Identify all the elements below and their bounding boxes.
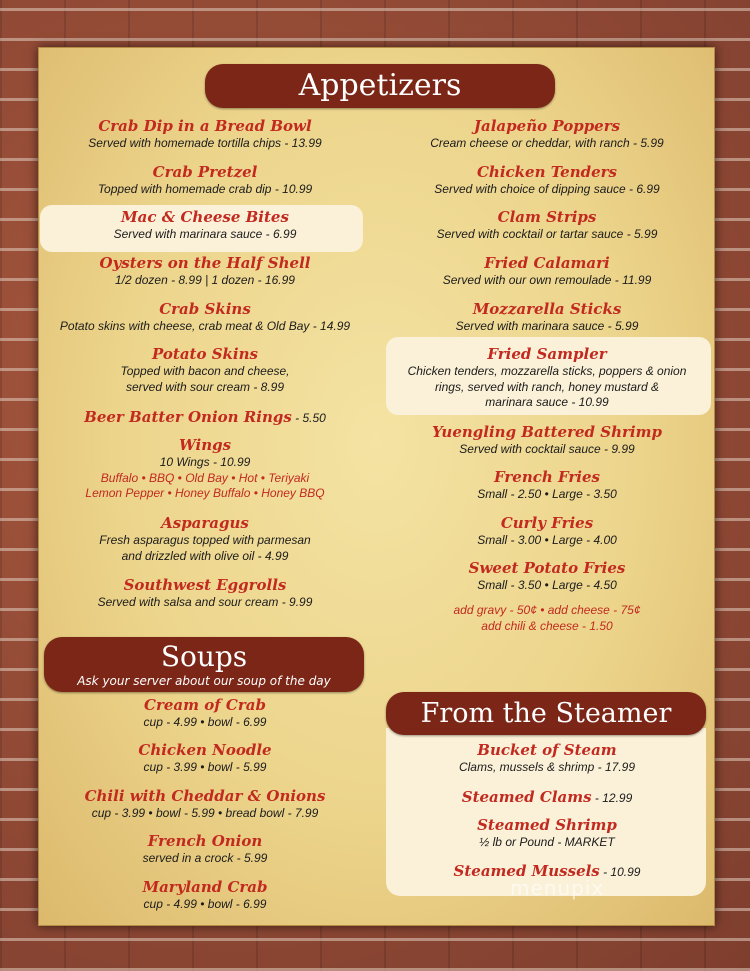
menu-item xyxy=(388,787,706,807)
soups-subtitle: Ask your server about our soup of the day xyxy=(77,674,331,688)
menu-item xyxy=(44,300,366,335)
item-desc: 10 Wings - 10.99 xyxy=(159,455,251,469)
soups-banner xyxy=(44,637,364,692)
item-name: Yuengling Battered Shrimp xyxy=(432,423,662,441)
item-name: Cream of Crab xyxy=(144,696,266,714)
item-desc: served with sour cream - 8.99 xyxy=(125,379,285,394)
item-desc: Served with homemade tortilla chips - 13.99 xyxy=(88,136,322,150)
menu-item xyxy=(388,514,706,549)
menu-item xyxy=(44,345,366,395)
item-desc: cup - 3.99 • bowl - 5.99 • bread bowl - 7.99 xyxy=(91,806,319,820)
menu-item xyxy=(44,514,366,564)
item-name: Jalapeño Poppers xyxy=(473,117,621,135)
item-desc: served in a crock - 5.99 xyxy=(142,851,268,865)
item-name: French Fries xyxy=(494,468,600,486)
item-desc: Chicken tenders, mozzarella sticks, poppers & onion xyxy=(407,364,687,378)
menu-item xyxy=(44,741,366,776)
item-name: Maryland Crab xyxy=(142,878,268,896)
item-name: Steamed Shrimp xyxy=(477,816,617,834)
item-name: Chili with Cheddar & Onions xyxy=(84,787,326,805)
menu-item xyxy=(44,407,366,427)
menu-item xyxy=(44,208,366,243)
item-name: French Onion xyxy=(147,832,263,850)
item-name: Curly Fries xyxy=(500,514,594,532)
menu-item xyxy=(44,696,366,731)
item-desc: cup - 3.99 • bowl - 5.99 xyxy=(143,760,267,774)
item-name: Wings xyxy=(178,436,232,454)
item-desc: Cream cheese or cheddar, with ranch - 5.99 xyxy=(430,136,664,150)
menu-item xyxy=(44,832,366,867)
item-name: Fried Sampler xyxy=(487,345,607,363)
item-desc: cup - 4.99 • bowl - 6.99 xyxy=(143,897,267,911)
menu-item xyxy=(44,163,366,198)
item-desc: Small - 3.00 • Large - 4.00 xyxy=(477,533,617,547)
menu-item xyxy=(44,878,366,913)
item-name: Chicken Noodle xyxy=(138,741,272,759)
steamer-title: From the Steamer xyxy=(420,698,672,729)
wing-flavors: Lemon Pepper • Honey Buffalo • Honey BBQ xyxy=(85,486,325,500)
appetizers-title: Appetizers xyxy=(298,68,462,103)
item-desc: ½ lb or Pound - MARKET xyxy=(479,835,615,849)
item-name: Mac & Cheese Bites xyxy=(121,208,289,226)
item-desc: Served with cocktail sauce - 9.99 xyxy=(459,442,635,456)
item-name: Potato Skins xyxy=(152,345,258,363)
item-name: Steamed Clams xyxy=(461,788,592,806)
steamer-banner xyxy=(386,692,706,735)
menu-item xyxy=(388,345,706,411)
item-name: Chicken Tenders xyxy=(476,163,617,181)
menu-item xyxy=(388,741,706,776)
item-desc: marinara sauce - 10.99 xyxy=(485,395,609,409)
item-price: - 5.50 xyxy=(291,411,326,425)
menu-item xyxy=(388,468,706,503)
item-name: Fried Calamari xyxy=(484,254,610,272)
item-desc: Fresh asparagus topped with parmesan xyxy=(99,533,311,547)
item-name: Asparagus xyxy=(161,514,249,532)
item-name: Sweet Potato Fries xyxy=(468,559,626,577)
item-desc: Served with choice of dipping sauce - 6.99 xyxy=(434,182,660,196)
item-desc: Clams, mussels & shrimp - 17.99 xyxy=(458,760,636,774)
item-desc: Served with salsa and sour cream - 9.99 xyxy=(97,595,313,609)
item-desc: Potato skins with cheese, crab meat & Old Bay - 14.99 xyxy=(59,319,351,333)
item-name: Crab Dip in a Bread Bowl xyxy=(98,117,312,135)
item-name: Crab Skins xyxy=(159,300,251,318)
watermark: menupix xyxy=(510,876,605,900)
item-desc: Small - 3.50 • Large - 4.50 xyxy=(477,578,617,592)
addons xyxy=(388,603,706,634)
item-name: Steamed Mussels xyxy=(453,862,600,880)
item-desc: Served with marinara sauce - 6.99 xyxy=(113,227,297,241)
item-desc: Served with our own remoulade - 11.99 xyxy=(442,273,652,287)
menu-item xyxy=(388,117,706,152)
item-name: Bucket of Steam xyxy=(477,741,617,759)
item-name: Oysters on the Half Shell xyxy=(99,254,311,272)
item-name: Crab Pretzel xyxy=(152,163,258,181)
item-desc: cup - 4.99 • bowl - 6.99 xyxy=(143,715,267,729)
item-name: Southwest Eggrolls xyxy=(123,576,287,594)
menu-item xyxy=(44,436,366,502)
menu-item xyxy=(44,117,366,152)
item-price: - 10.99 xyxy=(599,865,641,879)
soups-title: Soups xyxy=(160,640,248,673)
menu-item xyxy=(388,816,706,851)
menu-item xyxy=(44,254,366,289)
appetizers-banner xyxy=(205,64,555,108)
item-desc: Small - 2.50 • Large - 3.50 xyxy=(477,487,617,501)
item-name: Clam Strips xyxy=(497,208,597,226)
addon-line: add gravy - 50¢ • add cheese - 75¢ xyxy=(453,603,641,617)
item-desc: Topped with homemade crab dip - 10.99 xyxy=(97,182,313,196)
menu-item xyxy=(388,254,706,289)
item-desc: rings, served with ranch, honey mustard & xyxy=(434,379,660,394)
item-desc: 1/2 dozen - 8.99 | 1 dozen - 16.99 xyxy=(115,273,295,287)
item-desc: Served with marinara sauce - 5.99 xyxy=(455,319,639,333)
wing-flavors: Buffalo • BBQ • Old Bay • Hot • Teriyaki xyxy=(100,470,310,485)
menu-item xyxy=(388,300,706,335)
item-desc: and drizzled with olive oil - 4.99 xyxy=(121,548,289,563)
menu-item xyxy=(44,576,366,611)
menu-item xyxy=(388,559,706,594)
item-name: Mozzarella Sticks xyxy=(472,300,622,318)
menu-item xyxy=(388,423,706,458)
item-name: Beer Batter Onion Rings xyxy=(84,408,292,426)
item-desc: Served with cocktail or tartar sauce - 5.99 xyxy=(436,227,658,241)
menu-item xyxy=(388,163,706,198)
menu-item xyxy=(388,208,706,243)
menu-item xyxy=(44,787,366,822)
item-price: - 12.99 xyxy=(591,791,633,805)
addon-line: add chili & cheese - 1.50 xyxy=(481,618,613,633)
item-desc: Topped with bacon and cheese, xyxy=(120,364,290,378)
